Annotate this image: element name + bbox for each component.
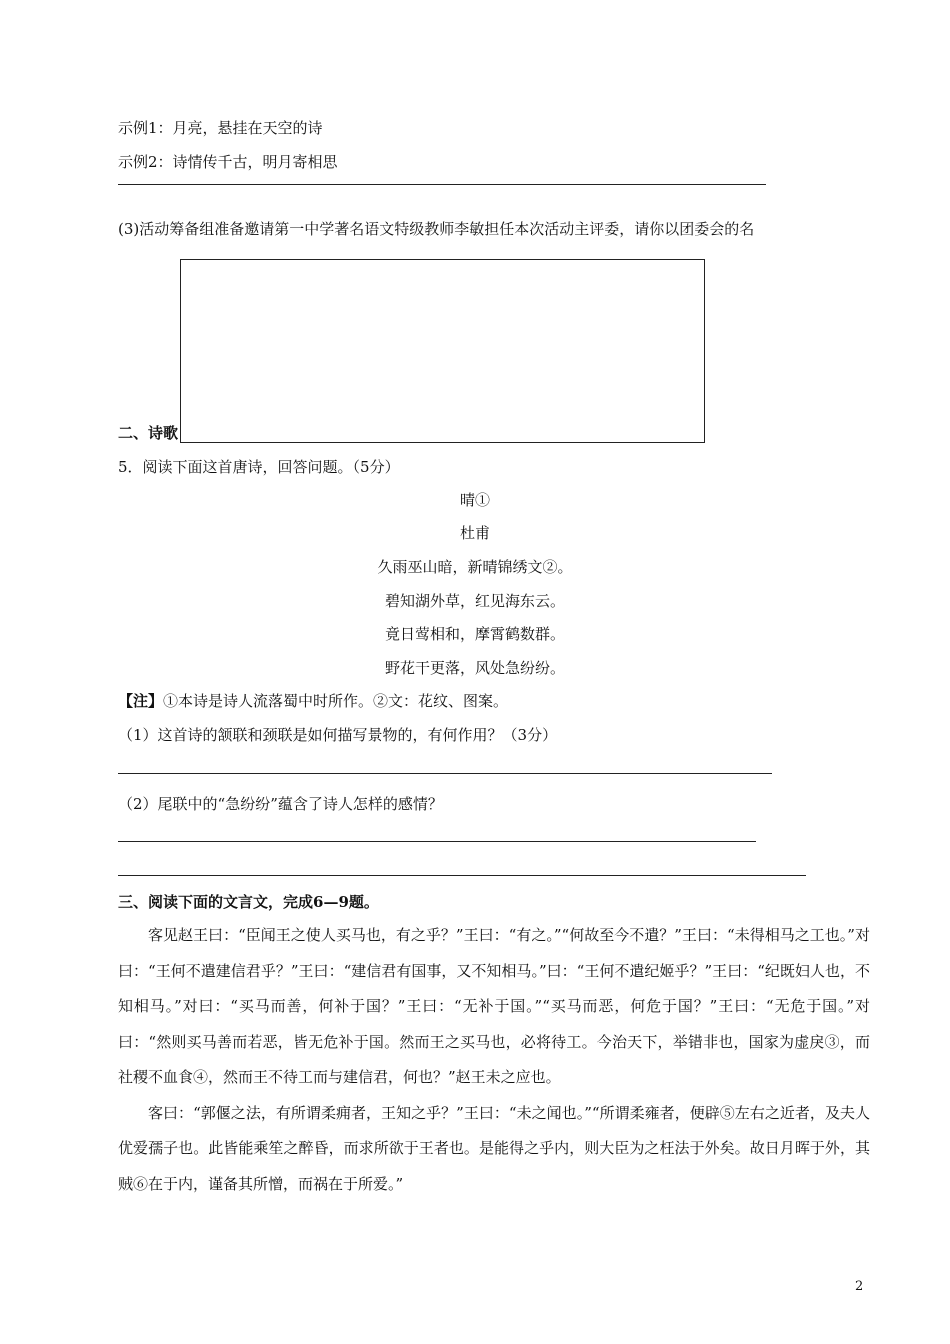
poem-author: 杜甫 [459, 524, 490, 542]
note-label: 【注】 [118, 692, 164, 710]
classical-passage [118, 918, 870, 1202]
poem-line-4: 野花干更落，风处急纷纷。 [384, 659, 565, 677]
passage-paragraph-1: 客见赵王曰：“臣闻王之使人买马也，有之乎？”王曰：“有之。”“何故至今不遣？”王曰：“未得相马之工也。”对曰：“王何不遣建信君乎？”王曰：“建信君有国事，又不知相马。”曰：“王何不遣纪姬乎？”王曰：“纪既妇人也，不知相马。”对曰：“买马而善，何补于国？”王曰：“无补于国。”“买马而恶，何危于国？”王曰：“无危于国。”对曰：“然则买马善而若恶，皆无危补于国。然而王之买马也，必将待工。今治天下，举错非也，国家为虚戾③，而社稷不血食④，然而王不待工而与建信君，何也？”赵王未之应也。 [118, 926, 870, 1086]
answer-line [118, 773, 772, 774]
note-text: ①本诗是诗人流落蜀中时所作。②文：花纹、图案。 [163, 692, 509, 710]
poem-note [118, 690, 508, 711]
answer-line [118, 875, 806, 876]
poem-line-1: 久雨巫山暗，新晴锦绣文②。 [377, 558, 573, 576]
question-5-sub-2: （2）尾联中的“急纷纷”蕴含了诗人怎样的感情？ [118, 795, 443, 813]
question-5-sub-1: （1）这首诗的颔联和颈联是如何描写景物的，有何作用？（3分） [118, 726, 558, 744]
section-3-heading: 三、阅读下面的文言文，完成6—9题。 [118, 893, 379, 911]
page-number: 2 [855, 1279, 864, 1294]
example-1: 示例1：月亮，悬挂在天空的诗 [118, 119, 323, 137]
question-5-prompt: 5．阅读下面这首唐诗，回答问题。（5分） [118, 458, 400, 476]
answer-line [118, 841, 756, 842]
section-2-heading: 二、诗歌 [118, 424, 179, 442]
poem-line-2: 碧知湖外草，红见海东云。 [384, 592, 565, 610]
question-3-text: (3)活动筹备组准备邀请第一中学著名语文特级教师李敏担任本次活动主评委，请你以团委会的名 [118, 220, 755, 238]
poem-line-3: 竟日莺相和，摩霄鹤数群。 [384, 625, 565, 643]
passage-paragraph-2: 客曰：“郭偃之法，有所谓柔痈者，王知之乎？”王曰：“未之闻也。”“所谓柔雍者，便辟⑤左右之近者，及夫人优爱孺子也。此皆能乘笙之醉昏，而求所欲于王者也。是能得之乎内，则大臣为之枉法于外矣。故日月晖于外，其贼⑥在于内，谨备其所憎，而祸在于所爱。” [118, 1103, 870, 1193]
example-2: 示例2：诗情传千古，明月寄相思 [118, 153, 338, 171]
answer-box[interactable] [180, 259, 705, 443]
answer-line [118, 184, 766, 185]
poem-title: 晴① [459, 491, 490, 509]
